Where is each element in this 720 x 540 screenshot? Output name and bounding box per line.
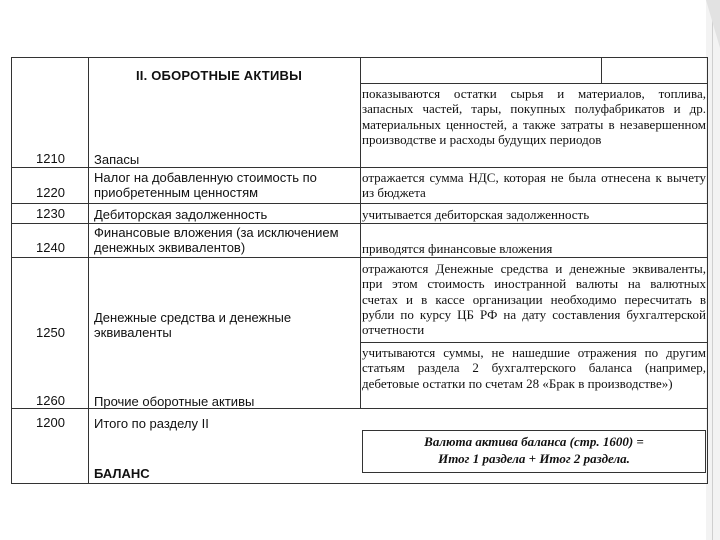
row-description: отражаются Денежные средства и денежные эквиваленты, при этом стоимость иностранной валюты на валютных счетах и в кассе организации необходимо пересчитать в рубли по курсу ЦБ РФ на дату составления бухгалтерской отчетности [362, 261, 706, 338]
row-line-1230 [11, 223, 708, 224]
balance-formula [362, 433, 706, 467]
row-name: Дебиторская задолженность [94, 207, 268, 222]
formula-line-1: Валюта актива баланса (стр. 1600) = [424, 434, 644, 449]
row-name: Денежные средства и денежные эквиваленты [94, 310, 292, 340]
row-code: 1230 [36, 206, 65, 221]
row-name: Итого по разделу II [94, 416, 209, 431]
formula-line-2: Итог 1 раздела + Итог 2 раздела. [438, 451, 630, 466]
row-name: Запасы [94, 152, 140, 167]
col-divider-header [601, 57, 602, 83]
page-edge-line [712, 0, 713, 540]
row-code: 1250 [36, 325, 65, 340]
row-description: отражается сумма НДС, которая не была отнесена к вычету из бюджета [362, 170, 706, 201]
row-code: 1240 [36, 240, 65, 255]
row-description: учитываются суммы, не нашедшие отражения по другим статьям раздела 2 бухгалтерского баланса (например, дебетовые остатки по счетам 28 «Брак в производстве») [362, 345, 706, 391]
row-line-1240 [11, 257, 708, 258]
desc-line-1250 [360, 342, 708, 343]
row-description: приводятся финансовые вложения [362, 241, 553, 256]
col-divider-name [360, 57, 361, 409]
row-name: Прочие оборотные активы [94, 394, 255, 409]
balance-label: БАЛАНС [94, 466, 150, 481]
row-line-1210 [11, 167, 708, 168]
header-bottom-line [360, 83, 708, 84]
row-line-1220 [11, 203, 708, 204]
row-code: 1200 [36, 415, 65, 430]
row-description: показываются остатки сырья и материалов, топлива, запасных частей, тары, покупных полуфабрикатов и др. материальных ценностей, а также затраты в незавершенном производстве и расходы будущих периодов [362, 86, 706, 147]
col-divider-code [88, 57, 89, 484]
row-code: 1260 [36, 393, 65, 408]
row-code: 1210 [36, 151, 65, 166]
row-description: учитывается дебиторская задолженность [362, 207, 590, 222]
section-heading: II. ОБОРОТНЫЕ АКТИВЫ [136, 68, 303, 83]
page-edge [706, 0, 720, 540]
row-code: 1220 [36, 185, 65, 200]
row-name: Финансовые вложения (за исключением денежных эквивалентов) [94, 225, 339, 255]
page-corner-fold [706, 0, 720, 48]
row-name: Налог на добавленную стоимость по приобретенным ценностям [94, 170, 317, 200]
